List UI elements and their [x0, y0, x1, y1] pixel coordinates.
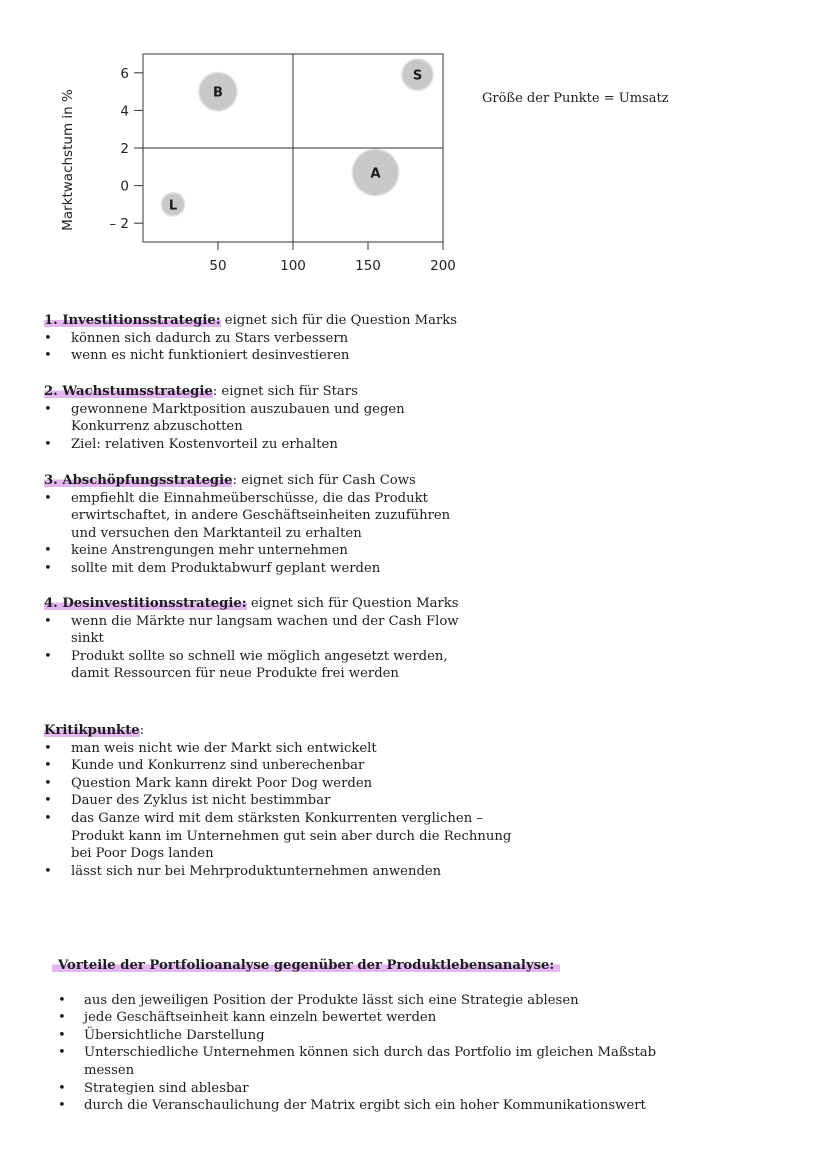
strategy-section — [44, 472, 450, 578]
strategy-title: 3. Abschöpfungsstrategie — [44, 473, 233, 488]
critique-title-colon: : — [139, 723, 145, 738]
list-item: • Produkt sollte so schnell wie möglich angesetzt werden, damit Ressourcen für neue Produkte frei werden — [44, 648, 459, 683]
advantages-section — [52, 957, 656, 1115]
list-item: • keine Anstrengungen mehr unternehmen — [44, 542, 450, 560]
list-item: • Übersichtliche Darstellung — [44, 1027, 656, 1045]
strategy-section — [44, 383, 405, 453]
strategy-description: : eignet sich für Cash Cows — [232, 473, 416, 488]
list-item: • können sich dadurch zu Stars verbessern — [44, 330, 457, 348]
list-item: • Unterschiedliche Unternehmen können sich durch das Portfolio im gleichen Maßstab messen — [44, 1044, 656, 1079]
y-tick-label: 6 — [120, 65, 129, 82]
bubble-b — [198, 72, 238, 112]
list-item: • Strategien sind ablesbar — [44, 1080, 656, 1098]
portfolio-matrix-chart — [40, 40, 480, 290]
critique-title: Kritikpunkte — [44, 723, 140, 738]
list-item: • durch die Veranschaulichung der Matrix ergibt sich ein hoher Kommunikationswert — [44, 1097, 656, 1115]
y-axis-label: Marktwachstum in % — [60, 89, 76, 231]
strategy-bullets — [44, 330, 457, 365]
x-tick-label: 200 — [430, 258, 456, 274]
list-item: • das Ganze wird mit dem stärksten Konkurrenten verglichen – Produkt kann im Unternehmen gut sein aber durch die Rechnung bei Poor Dogs landen — [44, 810, 511, 863]
bubble-label: A — [370, 166, 381, 182]
strategy-bullets — [44, 613, 459, 683]
critique-section — [44, 722, 511, 880]
list-item: • Kunde und Konkurrenz sind unberechenbar — [44, 757, 511, 775]
bubble-a — [352, 148, 400, 196]
bubble-size-note: Größe der Punkte = Umsatz — [482, 91, 669, 106]
y-tick-label: 2 — [120, 141, 129, 157]
list-item: • man weis nicht wie der Markt sich entwickelt — [44, 740, 511, 758]
list-item: • Dauer des Zyklus ist nicht bestimmbar — [44, 792, 511, 810]
strategy-description: eignet sich für die Question Marks — [220, 313, 458, 328]
bubble-label: S — [412, 68, 423, 84]
strategy-section — [44, 595, 459, 683]
strategy-bullets — [44, 490, 450, 578]
list-item: • sollte mit dem Produktabwurf geplant werden — [44, 560, 450, 578]
list-item: • lässt sich nur bei Mehrproduktunternehmen anwenden — [44, 863, 511, 881]
bubble-label: L — [168, 198, 178, 214]
strategy-title: 2. Wachstumsstrategie — [44, 384, 213, 399]
advantages-title: Vorteile der Portfolioanalyse gegenüber der Produktlebensanalyse: — [52, 958, 560, 973]
advantages-list — [44, 992, 656, 1115]
list-item: • jede Geschäftseinheit kann einzeln bewertet werden — [44, 1009, 656, 1027]
list-item: • aus den jeweiligen Position der Produkte lässt sich eine Strategie ablesen — [44, 992, 656, 1010]
strategy-description: eignet sich für Question Marks — [246, 596, 459, 611]
x-tick-label: 100 — [280, 258, 306, 274]
list-item: • wenn die Märkte nur langsam wachen und der Cash Flow sinkt — [44, 613, 459, 648]
strategy-description: : eignet sich für Stars — [212, 384, 358, 399]
strategy-section — [44, 312, 457, 365]
bubble-l — [161, 192, 186, 217]
x-tick-label: 150 — [355, 258, 381, 274]
y-tick-label: 4 — [120, 103, 129, 120]
y-tick-label: – 2 — [109, 216, 129, 233]
list-item: • gewonnene Marktposition auszubauen und gegen Konkurrenz abzuschotten — [44, 401, 405, 436]
list-item: • Ziel: relativen Kostenvorteil zu erhalten — [44, 436, 405, 454]
list-item: • Question Mark kann direkt Poor Dog werden — [44, 775, 511, 793]
list-item: • empfiehlt die Einnahmeüberschüsse, die das Produkt erwirtschaftet, in andere Geschäftseinheiten zuzuführen und versuchen den Marktanteil zu erhalten — [44, 490, 450, 543]
strategy-bullets — [44, 401, 405, 454]
y-tick-label: 0 — [120, 178, 129, 195]
bubble-s — [401, 58, 434, 91]
critique-list — [44, 740, 511, 881]
bubble-label: B — [213, 85, 223, 101]
strategy-title: 1. Investitionsstrategie: — [44, 313, 221, 328]
list-item: • wenn es nicht funktioniert desinvestieren — [44, 347, 457, 365]
strategy-title: 4. Desinvestitionsstrategie: — [44, 596, 247, 611]
x-tick-label: 50 — [209, 258, 227, 274]
